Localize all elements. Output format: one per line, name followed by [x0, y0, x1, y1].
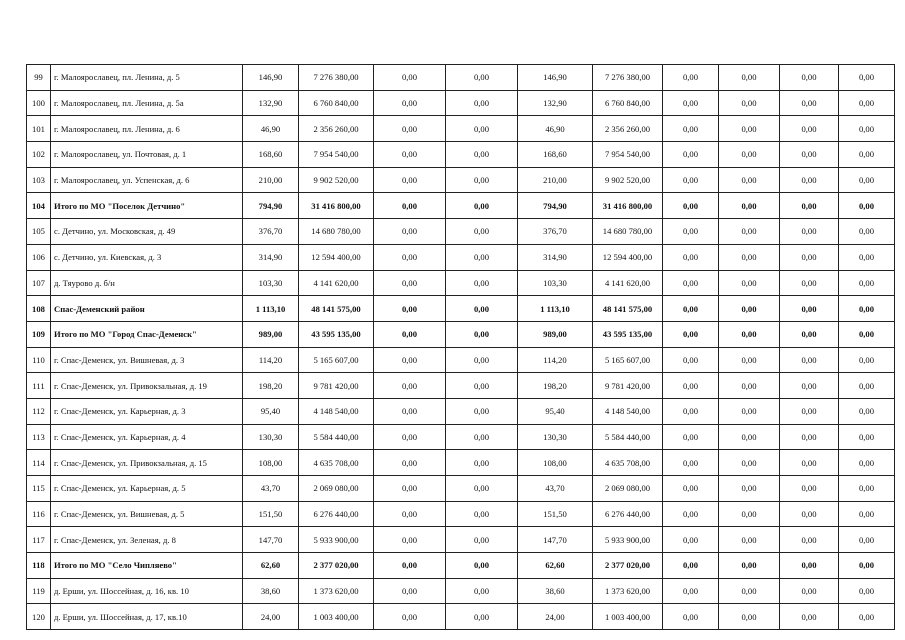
value-cell: 1 113,10 — [243, 296, 299, 322]
value-cell: 0,00 — [780, 193, 839, 219]
value-cell: 0,00 — [663, 424, 719, 450]
value-cell: 0,00 — [446, 65, 518, 91]
value-cell: 114,20 — [518, 347, 593, 373]
value-cell: 31 416 800,00 — [299, 193, 374, 219]
value-cell: 103,30 — [518, 270, 593, 296]
value-cell: 0,00 — [719, 604, 780, 630]
value-cell: 0,00 — [839, 578, 895, 604]
value-cell: 198,20 — [243, 373, 299, 399]
address-cell: д. Ерши, ул. Шоссейная, д. 17, кв.10 — [51, 604, 243, 630]
table-row — [27, 424, 895, 450]
row-number: 99 — [27, 65, 51, 91]
row-number: 116 — [27, 501, 51, 527]
value-cell: 0,00 — [374, 553, 446, 579]
row-number: 120 — [27, 604, 51, 630]
value-cell: 5 584 440,00 — [299, 424, 374, 450]
value-cell: 0,00 — [719, 527, 780, 553]
value-cell: 0,00 — [446, 604, 518, 630]
value-cell: 198,20 — [518, 373, 593, 399]
address-cell: г. Спас-Деменск, ул. Карьерная, д. 5 — [51, 476, 243, 502]
value-cell: 43,70 — [243, 476, 299, 502]
address-cell: г. Спас-Деменск, ул. Вишневая, д. 5 — [51, 501, 243, 527]
value-cell: 0,00 — [663, 578, 719, 604]
value-cell: 0,00 — [446, 578, 518, 604]
row-number: 105 — [27, 219, 51, 245]
table-row — [27, 347, 895, 373]
value-cell: 0,00 — [719, 116, 780, 142]
value-cell: 0,00 — [446, 296, 518, 322]
value-cell: 1 373 620,00 — [299, 578, 374, 604]
value-cell: 0,00 — [374, 578, 446, 604]
row-number: 110 — [27, 347, 51, 373]
value-cell: 0,00 — [446, 321, 518, 347]
value-cell: 146,90 — [518, 65, 593, 91]
address-cell: г. Малоярославец, ул. Почтовая, д. 1 — [51, 142, 243, 168]
data-table — [26, 64, 895, 630]
value-cell: 108,00 — [518, 450, 593, 476]
table-row — [27, 90, 895, 116]
value-cell: 43,70 — [518, 476, 593, 502]
table-row — [27, 476, 895, 502]
value-cell: 5 933 900,00 — [299, 527, 374, 553]
table-row — [27, 373, 895, 399]
value-cell: 0,00 — [374, 270, 446, 296]
value-cell: 0,00 — [446, 373, 518, 399]
value-cell: 4 635 708,00 — [593, 450, 663, 476]
value-cell: 0,00 — [663, 296, 719, 322]
value-cell: 0,00 — [839, 373, 895, 399]
value-cell: 0,00 — [719, 476, 780, 502]
value-cell: 43 595 135,00 — [299, 321, 374, 347]
value-cell: 0,00 — [446, 244, 518, 270]
value-cell: 0,00 — [446, 116, 518, 142]
value-cell: 376,70 — [518, 219, 593, 245]
value-cell: 314,90 — [518, 244, 593, 270]
value-cell: 4 141 620,00 — [593, 270, 663, 296]
value-cell: 0,00 — [839, 398, 895, 424]
value-cell: 0,00 — [839, 270, 895, 296]
value-cell: 0,00 — [839, 476, 895, 502]
value-cell: 0,00 — [719, 167, 780, 193]
value-cell: 9 902 520,00 — [593, 167, 663, 193]
row-number: 103 — [27, 167, 51, 193]
value-cell: 0,00 — [839, 501, 895, 527]
value-cell: 0,00 — [780, 553, 839, 579]
value-cell: 24,00 — [518, 604, 593, 630]
value-cell: 0,00 — [780, 116, 839, 142]
value-cell: 95,40 — [518, 398, 593, 424]
row-number: 101 — [27, 116, 51, 142]
address-cell: г. Спас-Деменск, ул. Карьерная, д. 4 — [51, 424, 243, 450]
value-cell: 0,00 — [446, 142, 518, 168]
value-cell: 0,00 — [374, 398, 446, 424]
value-cell: 0,00 — [663, 244, 719, 270]
table-row — [27, 553, 895, 579]
value-cell: 0,00 — [839, 321, 895, 347]
value-cell: 0,00 — [719, 65, 780, 91]
value-cell: 0,00 — [839, 219, 895, 245]
value-cell: 0,00 — [374, 476, 446, 502]
value-cell: 0,00 — [780, 398, 839, 424]
value-cell: 0,00 — [719, 270, 780, 296]
value-cell: 38,60 — [243, 578, 299, 604]
value-cell: 0,00 — [780, 476, 839, 502]
value-cell: 4 148 540,00 — [593, 398, 663, 424]
value-cell: 0,00 — [839, 424, 895, 450]
value-cell: 108,00 — [243, 450, 299, 476]
row-number: 107 — [27, 270, 51, 296]
value-cell: 0,00 — [719, 553, 780, 579]
value-cell: 5 933 900,00 — [593, 527, 663, 553]
value-cell: 0,00 — [839, 244, 895, 270]
value-cell: 0,00 — [446, 424, 518, 450]
value-cell: 0,00 — [446, 501, 518, 527]
value-cell: 0,00 — [663, 193, 719, 219]
value-cell: 14 680 780,00 — [593, 219, 663, 245]
value-cell: 0,00 — [780, 142, 839, 168]
address-cell: Итого по МО "Поселок Детчино" — [51, 193, 243, 219]
table-row — [27, 398, 895, 424]
value-cell: 0,00 — [446, 90, 518, 116]
value-cell: 0,00 — [663, 527, 719, 553]
row-number: 111 — [27, 373, 51, 399]
value-cell: 794,90 — [518, 193, 593, 219]
value-cell: 0,00 — [446, 347, 518, 373]
value-cell: 0,00 — [719, 244, 780, 270]
value-cell: 0,00 — [719, 347, 780, 373]
value-cell: 5 584 440,00 — [593, 424, 663, 450]
value-cell: 168,60 — [518, 142, 593, 168]
value-cell: 0,00 — [719, 450, 780, 476]
value-cell: 0,00 — [663, 398, 719, 424]
value-cell: 0,00 — [780, 270, 839, 296]
value-cell: 0,00 — [663, 116, 719, 142]
value-cell: 0,00 — [719, 142, 780, 168]
value-cell: 0,00 — [839, 604, 895, 630]
value-cell: 0,00 — [839, 347, 895, 373]
value-cell: 0,00 — [780, 373, 839, 399]
row-number: 117 — [27, 527, 51, 553]
value-cell: 0,00 — [374, 450, 446, 476]
value-cell: 0,00 — [839, 193, 895, 219]
value-cell: 0,00 — [839, 90, 895, 116]
table-row — [27, 219, 895, 245]
value-cell: 0,00 — [663, 476, 719, 502]
value-cell: 31 416 800,00 — [593, 193, 663, 219]
value-cell: 0,00 — [719, 193, 780, 219]
value-cell: 0,00 — [719, 90, 780, 116]
value-cell: 9 781 420,00 — [299, 373, 374, 399]
table-row — [27, 142, 895, 168]
value-cell: 7 276 380,00 — [299, 65, 374, 91]
value-cell: 7 276 380,00 — [593, 65, 663, 91]
value-cell: 0,00 — [374, 65, 446, 91]
value-cell: 5 165 607,00 — [593, 347, 663, 373]
value-cell: 0,00 — [446, 193, 518, 219]
value-cell: 1 113,10 — [518, 296, 593, 322]
value-cell: 376,70 — [243, 219, 299, 245]
address-cell: г. Малоярославец, пл. Ленина, д. 5а — [51, 90, 243, 116]
value-cell: 4 635 708,00 — [299, 450, 374, 476]
row-number: 108 — [27, 296, 51, 322]
value-cell: 0,00 — [780, 604, 839, 630]
row-number: 109 — [27, 321, 51, 347]
value-cell: 62,60 — [518, 553, 593, 579]
value-cell: 2 377 020,00 — [593, 553, 663, 579]
value-cell: 0,00 — [446, 398, 518, 424]
value-cell: 38,60 — [518, 578, 593, 604]
value-cell: 0,00 — [719, 501, 780, 527]
row-number: 104 — [27, 193, 51, 219]
table-row — [27, 193, 895, 219]
row-number: 118 — [27, 553, 51, 579]
value-cell: 114,20 — [243, 347, 299, 373]
value-cell: 12 594 400,00 — [299, 244, 374, 270]
row-number: 102 — [27, 142, 51, 168]
value-cell: 6 760 840,00 — [299, 90, 374, 116]
value-cell: 0,00 — [663, 553, 719, 579]
value-cell: 43 595 135,00 — [593, 321, 663, 347]
value-cell: 0,00 — [780, 347, 839, 373]
table-row — [27, 527, 895, 553]
value-cell: 0,00 — [374, 116, 446, 142]
value-cell: 0,00 — [839, 450, 895, 476]
value-cell: 95,40 — [243, 398, 299, 424]
value-cell: 48 141 575,00 — [593, 296, 663, 322]
row-number: 113 — [27, 424, 51, 450]
address-cell: г. Спас-Деменск, ул. Зеленая, д. 8 — [51, 527, 243, 553]
value-cell: 0,00 — [780, 90, 839, 116]
value-cell: 0,00 — [663, 450, 719, 476]
value-cell: 0,00 — [446, 553, 518, 579]
address-cell: г. Спас-Деменск, ул. Привокзальная, д. 15 — [51, 450, 243, 476]
table-row — [27, 321, 895, 347]
value-cell: 151,50 — [243, 501, 299, 527]
value-cell: 103,30 — [243, 270, 299, 296]
value-cell: 0,00 — [374, 527, 446, 553]
row-number: 114 — [27, 450, 51, 476]
table-row — [27, 270, 895, 296]
value-cell: 0,00 — [663, 65, 719, 91]
address-cell: г. Малоярославец, пл. Ленина, д. 5 — [51, 65, 243, 91]
value-cell: 0,00 — [780, 167, 839, 193]
value-cell: 0,00 — [780, 501, 839, 527]
value-cell: 0,00 — [374, 347, 446, 373]
value-cell: 0,00 — [719, 398, 780, 424]
value-cell: 0,00 — [780, 296, 839, 322]
value-cell: 989,00 — [243, 321, 299, 347]
address-cell: г. Спас-Деменск, ул. Вишневая, д. 3 — [51, 347, 243, 373]
value-cell: 24,00 — [243, 604, 299, 630]
value-cell: 0,00 — [374, 142, 446, 168]
value-cell: 0,00 — [719, 219, 780, 245]
value-cell: 0,00 — [663, 90, 719, 116]
address-cell: Итого по МО "Город Спас-Деменск" — [51, 321, 243, 347]
address-cell: с. Детчино, ул. Московская, д. 49 — [51, 219, 243, 245]
value-cell: 0,00 — [780, 578, 839, 604]
value-cell: 0,00 — [374, 296, 446, 322]
table-row — [27, 578, 895, 604]
value-cell: 0,00 — [719, 424, 780, 450]
value-cell: 0,00 — [663, 373, 719, 399]
address-cell: г. Спас-Деменск, ул. Привокзальная, д. 19 — [51, 373, 243, 399]
value-cell: 6 276 440,00 — [593, 501, 663, 527]
value-cell: 0,00 — [374, 244, 446, 270]
value-cell: 2 069 080,00 — [299, 476, 374, 502]
table-row — [27, 604, 895, 630]
address-cell: г. Малоярославец, пл. Ленина, д. 6 — [51, 116, 243, 142]
value-cell: 0,00 — [374, 90, 446, 116]
address-cell: с. Детчино, ул. Киевская, д. 3 — [51, 244, 243, 270]
value-cell: 0,00 — [374, 219, 446, 245]
value-cell: 4 148 540,00 — [299, 398, 374, 424]
table-row — [27, 116, 895, 142]
row-number: 115 — [27, 476, 51, 502]
value-cell: 2 356 260,00 — [593, 116, 663, 142]
value-cell: 1 373 620,00 — [593, 578, 663, 604]
value-cell: 314,90 — [243, 244, 299, 270]
value-cell: 0,00 — [839, 167, 895, 193]
value-cell: 46,90 — [243, 116, 299, 142]
value-cell: 0,00 — [663, 604, 719, 630]
value-cell: 0,00 — [719, 321, 780, 347]
table-row — [27, 244, 895, 270]
value-cell: 5 165 607,00 — [299, 347, 374, 373]
value-cell: 14 680 780,00 — [299, 219, 374, 245]
row-number: 100 — [27, 90, 51, 116]
value-cell: 2 377 020,00 — [299, 553, 374, 579]
value-cell: 2 069 080,00 — [593, 476, 663, 502]
value-cell: 4 141 620,00 — [299, 270, 374, 296]
value-cell: 9 781 420,00 — [593, 373, 663, 399]
value-cell: 132,90 — [518, 90, 593, 116]
value-cell: 0,00 — [780, 321, 839, 347]
value-cell: 0,00 — [374, 373, 446, 399]
address-cell: Спас-Деменский район — [51, 296, 243, 322]
value-cell: 0,00 — [839, 65, 895, 91]
value-cell: 2 356 260,00 — [299, 116, 374, 142]
value-cell: 0,00 — [663, 167, 719, 193]
value-cell: 0,00 — [719, 578, 780, 604]
value-cell: 0,00 — [719, 296, 780, 322]
value-cell: 146,90 — [243, 65, 299, 91]
value-cell: 132,90 — [243, 90, 299, 116]
value-cell: 130,30 — [243, 424, 299, 450]
value-cell: 0,00 — [374, 321, 446, 347]
value-cell: 0,00 — [374, 424, 446, 450]
table-body — [27, 65, 895, 630]
address-cell: д. Ерши, ул. Шоссейная, д. 16, кв. 10 — [51, 578, 243, 604]
value-cell: 0,00 — [446, 527, 518, 553]
value-cell: 62,60 — [243, 553, 299, 579]
value-cell: 0,00 — [374, 501, 446, 527]
value-cell: 989,00 — [518, 321, 593, 347]
value-cell: 1 003 400,00 — [299, 604, 374, 630]
value-cell: 48 141 575,00 — [299, 296, 374, 322]
value-cell: 46,90 — [518, 116, 593, 142]
value-cell: 794,90 — [243, 193, 299, 219]
address-cell: д. Тяурово д. б/н — [51, 270, 243, 296]
value-cell: 7 954 540,00 — [299, 142, 374, 168]
value-cell: 0,00 — [780, 219, 839, 245]
row-number: 119 — [27, 578, 51, 604]
value-cell: 210,00 — [243, 167, 299, 193]
table-row — [27, 167, 895, 193]
table-row — [27, 296, 895, 322]
value-cell: 1 003 400,00 — [593, 604, 663, 630]
value-cell: 0,00 — [839, 527, 895, 553]
value-cell: 0,00 — [446, 219, 518, 245]
value-cell: 0,00 — [663, 501, 719, 527]
row-number: 106 — [27, 244, 51, 270]
value-cell: 130,30 — [518, 424, 593, 450]
table-row — [27, 65, 895, 91]
value-cell: 9 902 520,00 — [299, 167, 374, 193]
value-cell: 0,00 — [374, 167, 446, 193]
value-cell: 0,00 — [780, 527, 839, 553]
value-cell: 0,00 — [780, 65, 839, 91]
value-cell: 0,00 — [374, 193, 446, 219]
value-cell: 151,50 — [518, 501, 593, 527]
value-cell: 0,00 — [839, 116, 895, 142]
value-cell: 6 276 440,00 — [299, 501, 374, 527]
value-cell: 0,00 — [374, 604, 446, 630]
value-cell: 0,00 — [780, 450, 839, 476]
value-cell: 0,00 — [446, 270, 518, 296]
value-cell: 0,00 — [839, 142, 895, 168]
value-cell: 0,00 — [663, 321, 719, 347]
address-cell: г. Спас-Деменск, ул. Карьерная, д. 3 — [51, 398, 243, 424]
table-row — [27, 450, 895, 476]
value-cell: 6 760 840,00 — [593, 90, 663, 116]
table-row — [27, 501, 895, 527]
address-cell: г. Малоярославец, ул. Успенская, д. 6 — [51, 167, 243, 193]
value-cell: 147,70 — [243, 527, 299, 553]
value-cell: 0,00 — [446, 167, 518, 193]
value-cell: 0,00 — [446, 450, 518, 476]
value-cell: 147,70 — [518, 527, 593, 553]
value-cell: 0,00 — [839, 296, 895, 322]
value-cell: 0,00 — [663, 270, 719, 296]
value-cell: 0,00 — [780, 244, 839, 270]
value-cell: 12 594 400,00 — [593, 244, 663, 270]
value-cell: 0,00 — [719, 373, 780, 399]
row-number: 112 — [27, 398, 51, 424]
value-cell: 0,00 — [780, 424, 839, 450]
address-cell: Итого по МО "Село Чипляево" — [51, 553, 243, 579]
value-cell: 168,60 — [243, 142, 299, 168]
value-cell: 0,00 — [663, 219, 719, 245]
value-cell: 0,00 — [663, 142, 719, 168]
value-cell: 0,00 — [663, 347, 719, 373]
value-cell: 7 954 540,00 — [593, 142, 663, 168]
value-cell: 0,00 — [839, 553, 895, 579]
value-cell: 0,00 — [446, 476, 518, 502]
value-cell: 210,00 — [518, 167, 593, 193]
